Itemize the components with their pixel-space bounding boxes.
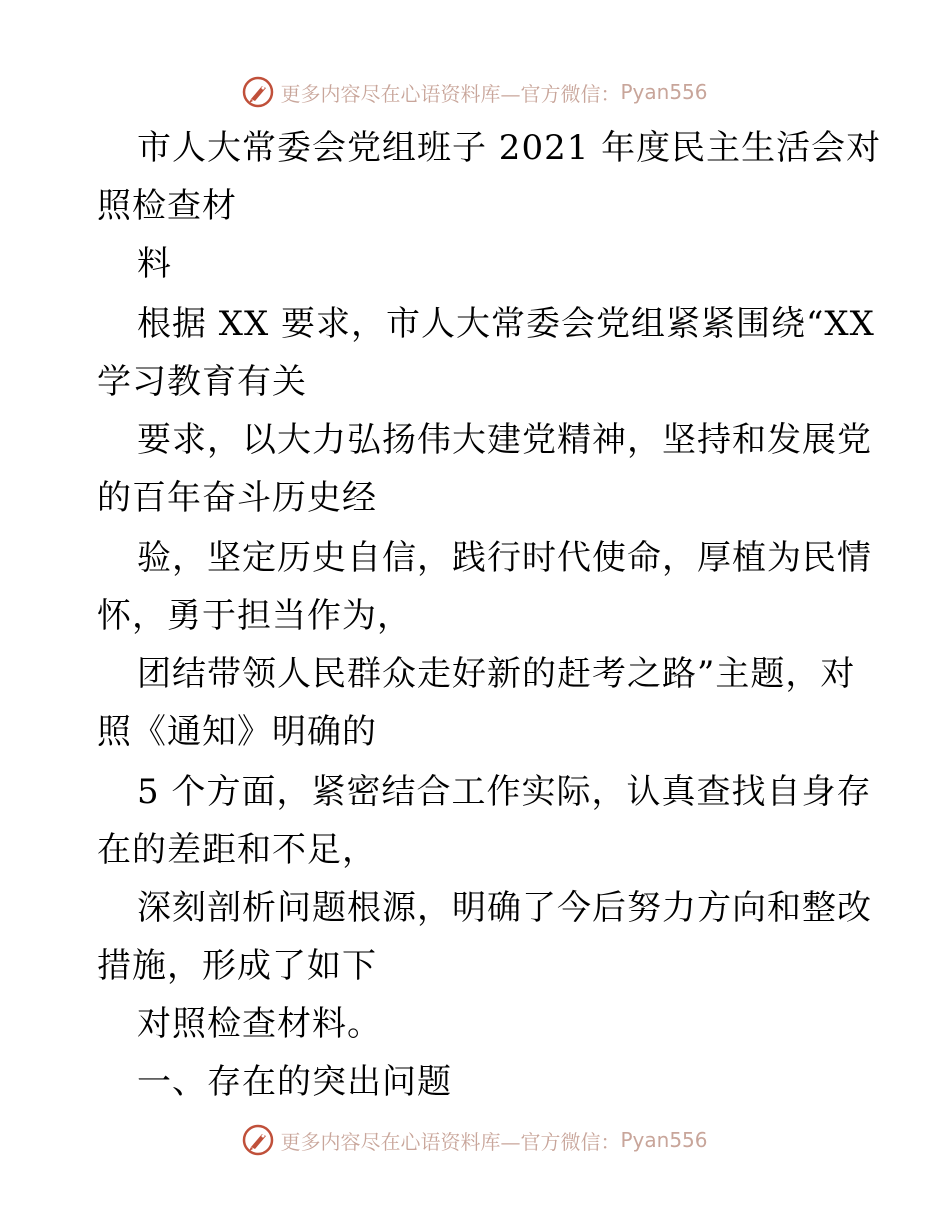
watermark-banner-top [0,72,950,112]
doc-line: 怀，勇于担当作为， [97,596,412,636]
doc-line: 团结带领人民群众走好新的赶考之路”主题，对 [137,654,856,694]
doc-line: 学习教育有关 [97,362,307,402]
doc-line: 的百年奋斗历史经 [97,478,377,518]
doc-line: 根据 XX 要求，市人大常委会党组紧紧围绕“XX [137,304,875,344]
watermark-handle: Pyan556 [620,1128,708,1152]
doc-line: 要求，以大力弘扬伟大建党精神，坚持和发展党 [137,420,872,460]
doc-line: 验，坚定历史自信，践行时代使命，厚植为民情 [137,538,872,578]
doc-line: 一、存在的突出问题 [137,1062,452,1102]
doc-line: 照《通知》明确的 [97,712,377,752]
watermark-text: 更多内容尽在心语资料库—官方微信： [280,1129,621,1154]
doc-line: 料 [137,244,172,284]
doc-line: 深刻剖析问题根源，明确了今后努力方向和整改 [137,888,872,928]
doc-line: 措施，形成了如下 [97,946,377,986]
doc-line: 在的差距和不足， [97,830,377,870]
doc-line: 对照检查材料。 [137,1004,382,1044]
doc-line: 5 个方面，紧密结合工作实际，认真查找自身存 [137,772,872,812]
watermark-banner-bottom [0,1120,950,1160]
doc-line: 照检查材 [97,186,237,226]
pen-nib-logo-icon [242,1124,274,1156]
doc-line: 市人大常委会党组班子 2021 年度民主生活会对 [137,128,882,168]
watermark-handle: Pyan556 [620,80,708,104]
pen-nib-logo-icon [242,76,274,108]
watermark-text: 更多内容尽在心语资料库—官方微信： [280,81,621,106]
